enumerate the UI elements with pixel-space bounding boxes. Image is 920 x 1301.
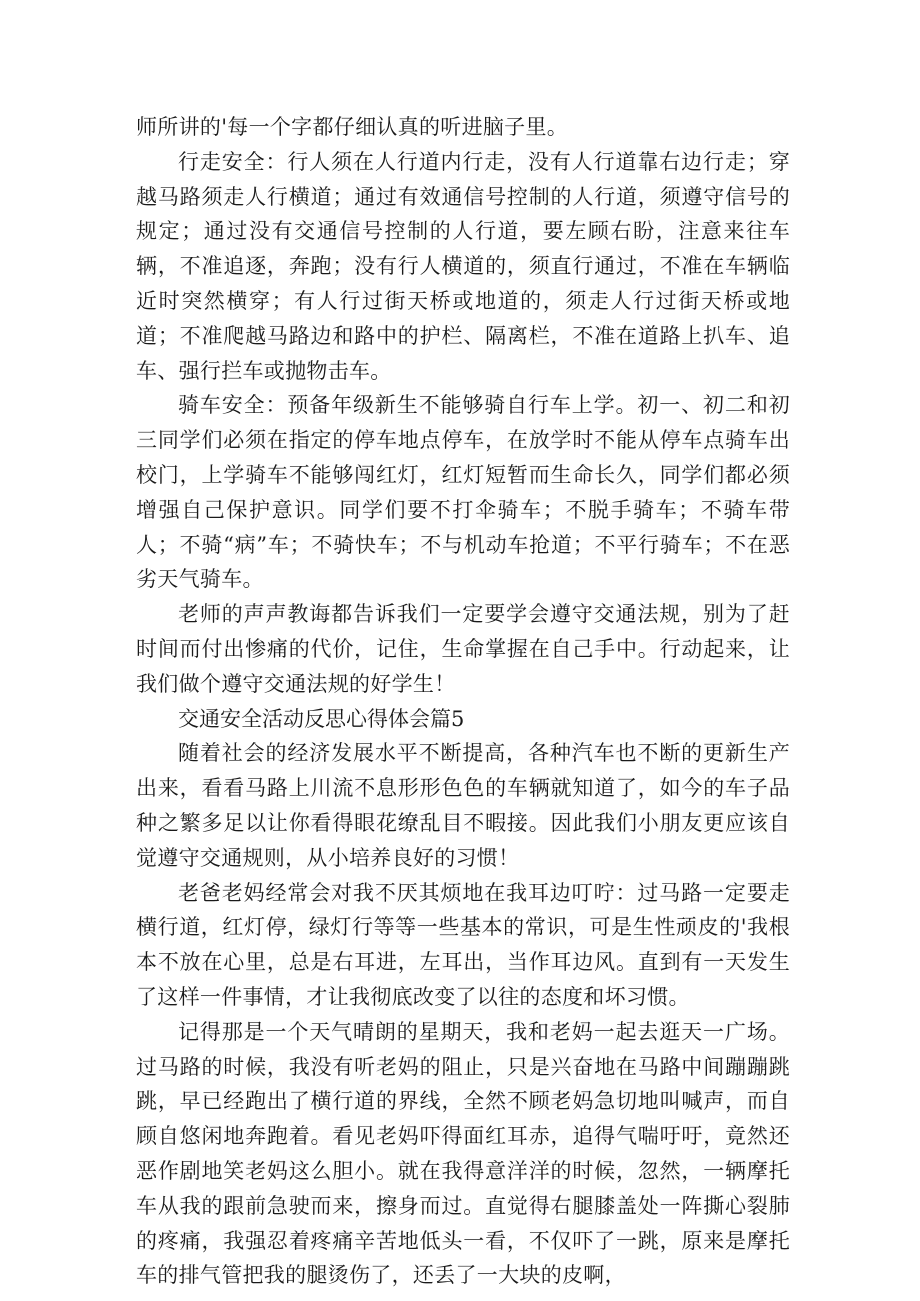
paragraph-teacher-advice: 老师的声声教诲都告诉我们一定要学会遵守交通法规，别为了赶时间而付出惨痛的代价，记住，生命掌握在自己手中。行动起来，让我们做个遵守交通法规的好学生！ (136, 602, 790, 696)
paragraph-continuation: 师所讲的'每一个字都仔细认真的听进脑子里。 (136, 115, 569, 139)
paragraph-cycling-safety: 骑车安全：预备年级新生不能够骑自行车上学。初一、初二和初三同学们必须在指定的停车地点停车，在放学时不能从停车点骑车出校门，上学骑车不能够闯红灯，红灯短暂而生命长久，同学们都必须增强自己保护意识。同学们要不打伞骑车；不脱手骑车；不骑车带人；不骑“病”车；不骑快车；不与机动车抢道；不平行骑车；不在恶劣天气骑车。 (136, 393, 790, 592)
section-heading: 交通安全活动反思心得体会篇5 (178, 706, 465, 731)
paragraph-sunday-story: 记得那是一个天气晴朗的星期天，我和老妈一起去逛天一广场。过马路的时候，我没有听老妈的阻止，只是兴奋地在马路中间蹦蹦跳跳，早已经跑出了横行道的界线，全然不顾老妈急切地叫喊声，而自顾自悠闲地奔跑着。看见老妈吓得面红耳赤，追得气喘吁吁，竟然还恶作剧地笑老妈这么胆小。就在我得意洋洋的时候，忽然，一辆摩托车从我的跟前急驶而来，擦身而过。直觉得右腿膝盖处一阵撕心裂肺的疼痛，我强忍着疼痛辛苦地低头一看，不仅吓了一跳，原来是摩托车的排气管把我的腿烫伤了，还丢了一大块的皮啊， (136, 1019, 790, 1288)
document-body (136, 110, 790, 1293)
paragraph-walking-safety: 行走安全：行人须在人行道内行走，没有人行道靠右边行走；穿越马路须走人行横道；通过有效通信号控制的人行道，须遵守信号的规定；通过没有交通信号控制的人行道，要左顾右盼，注意来往车辆，不准追逐，奔跑；没有行人横道的，须直行通过，不准在车辆临近时突然横穿；有人行过街天桥或地道的，须走人行过街天桥或地道；不准爬越马路边和路中的护栏、隔离栏，不准在道路上扒车、追车、强行拦车或抛物击车。 (136, 149, 790, 383)
paragraph-society-cars: 随着社会的经济发展水平不断提高，各种汽车也不断的更新生产出来，看看马路上川流不息形形色色的车辆就知道了，如今的车子品种之繁多足以让你看得眼花缭乱目不暇接。因此我们小朋友更应该自觉遵守交通规则，从小培养良好的习惯！ (136, 741, 790, 870)
paragraph-parents-advice: 老爸老妈经常会对我不厌其烦地在我耳边叮咛：过马路一定要走横行道，红灯停，绿灯行等等一些基本的常识，可是生性顽皮的'我根本不放在心里，总是右耳进，左耳出，当作耳边风。直到有一天发生了这样一件事情，才让我彻底改变了以往的态度和坏习惯。 (136, 880, 790, 1009)
